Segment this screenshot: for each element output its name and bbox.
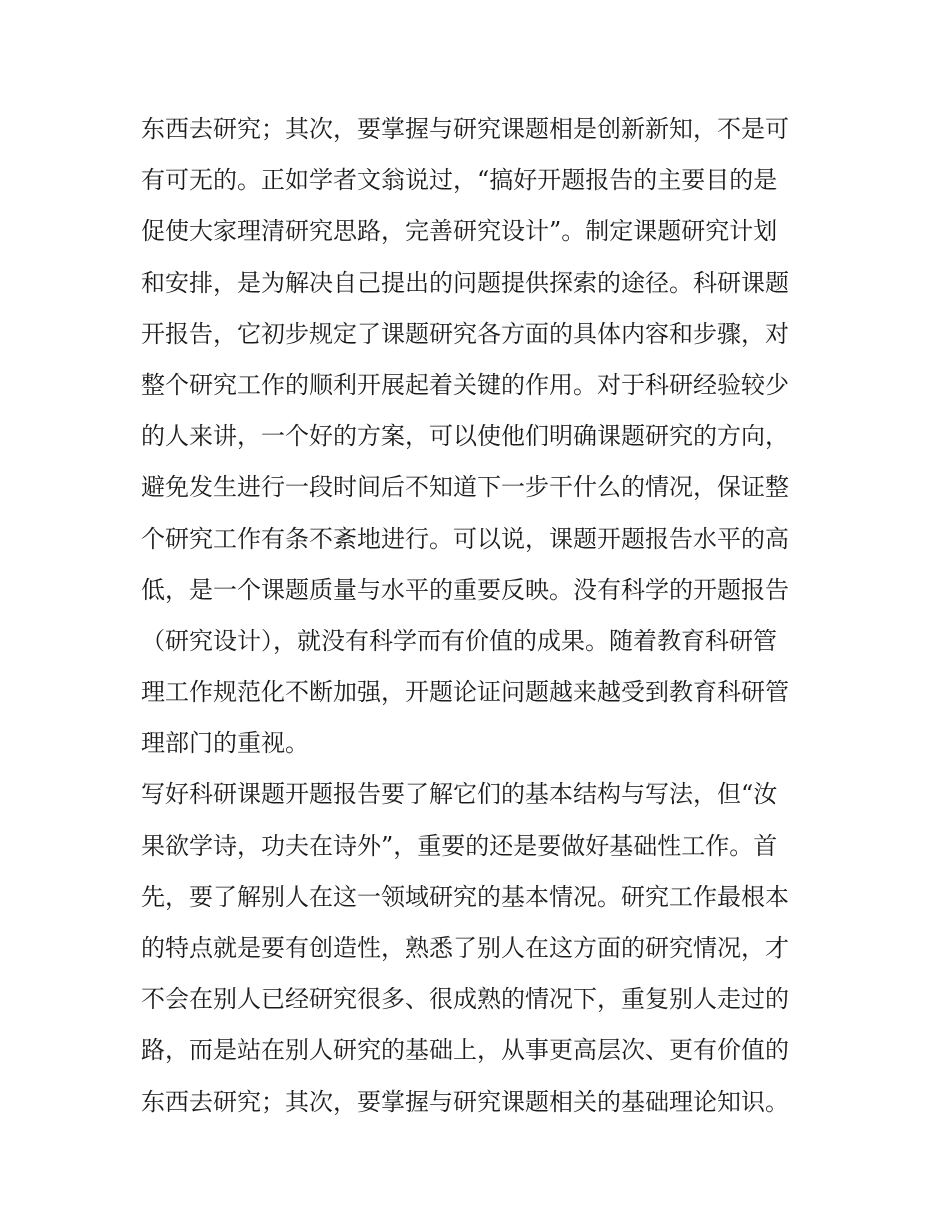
text-line: 不会在别人已经研究很多、很成熟的情况下，重复别人走过的 [141, 985, 789, 1014]
body-text [141, 104, 821, 1128]
text-line: 的特点就是要有创造性，熟悉了别人在这方面的研究情况，才 [141, 934, 789, 962]
text-line: 个研究工作有条不紊地进行。可以说，课题开题报告水平的高 [141, 524, 789, 553]
text-line: 先，要了解别人在这一领域研究的基本情况。研究工作最根本 [141, 882, 789, 911]
text-line: 开报告，它初步规定了课题研究各方面的具体内容和步骤，对 [141, 319, 789, 348]
text-line: 的人来讲，一个好的方案，可以使他们明确课题研究的方向， [141, 422, 789, 451]
text-line: 路，而是站在别人研究的基础上，从事更高层次、更有价值的 [141, 1036, 789, 1065]
text-line: 东西去研究；其次，要掌握与研究课题相是创新新知，不是可 [141, 115, 789, 143]
text-line: 和安排，是为解决自己提出的问题提供探索的途径。科研课题 [141, 268, 789, 297]
text-line: 理工作规范化不断加强，开题论证问题越来越受到教育科研管 [141, 678, 789, 707]
text-line: 东西去研究；其次，要掌握与研究课题相关的基础理论知识。 [141, 1087, 789, 1116]
text-line: （研究设计），就没有科学而有价值的成果。随着教育科研管 [141, 626, 777, 655]
text-line: 写好科研课题开题报告要了解它们的基本结构与写法，但“汝 [141, 780, 778, 809]
text-line: 低，是一个课题质量与水平的重要反映。没有科学的开题报告 [141, 575, 789, 604]
text-line: 促使大家理清研究思路，完善研究设计”。制定课题研究计划 [141, 217, 778, 246]
text-line: 整个研究工作的顺利开展起着关键的作用。对于科研经验较少 [141, 370, 789, 399]
text-line: 有可无的。正如学者文翁说过，“搞好开题报告的主要目的是 [141, 166, 778, 195]
text-line: 理部门的重视。 [141, 729, 309, 758]
text-line: 果欲学诗，功夫在诗外”，重要的还是要做好基础性工作。首 [141, 831, 778, 860]
text-line: 避免发生进行一段时间后不知道下一步干什么的情况，保证整 [141, 473, 789, 502]
